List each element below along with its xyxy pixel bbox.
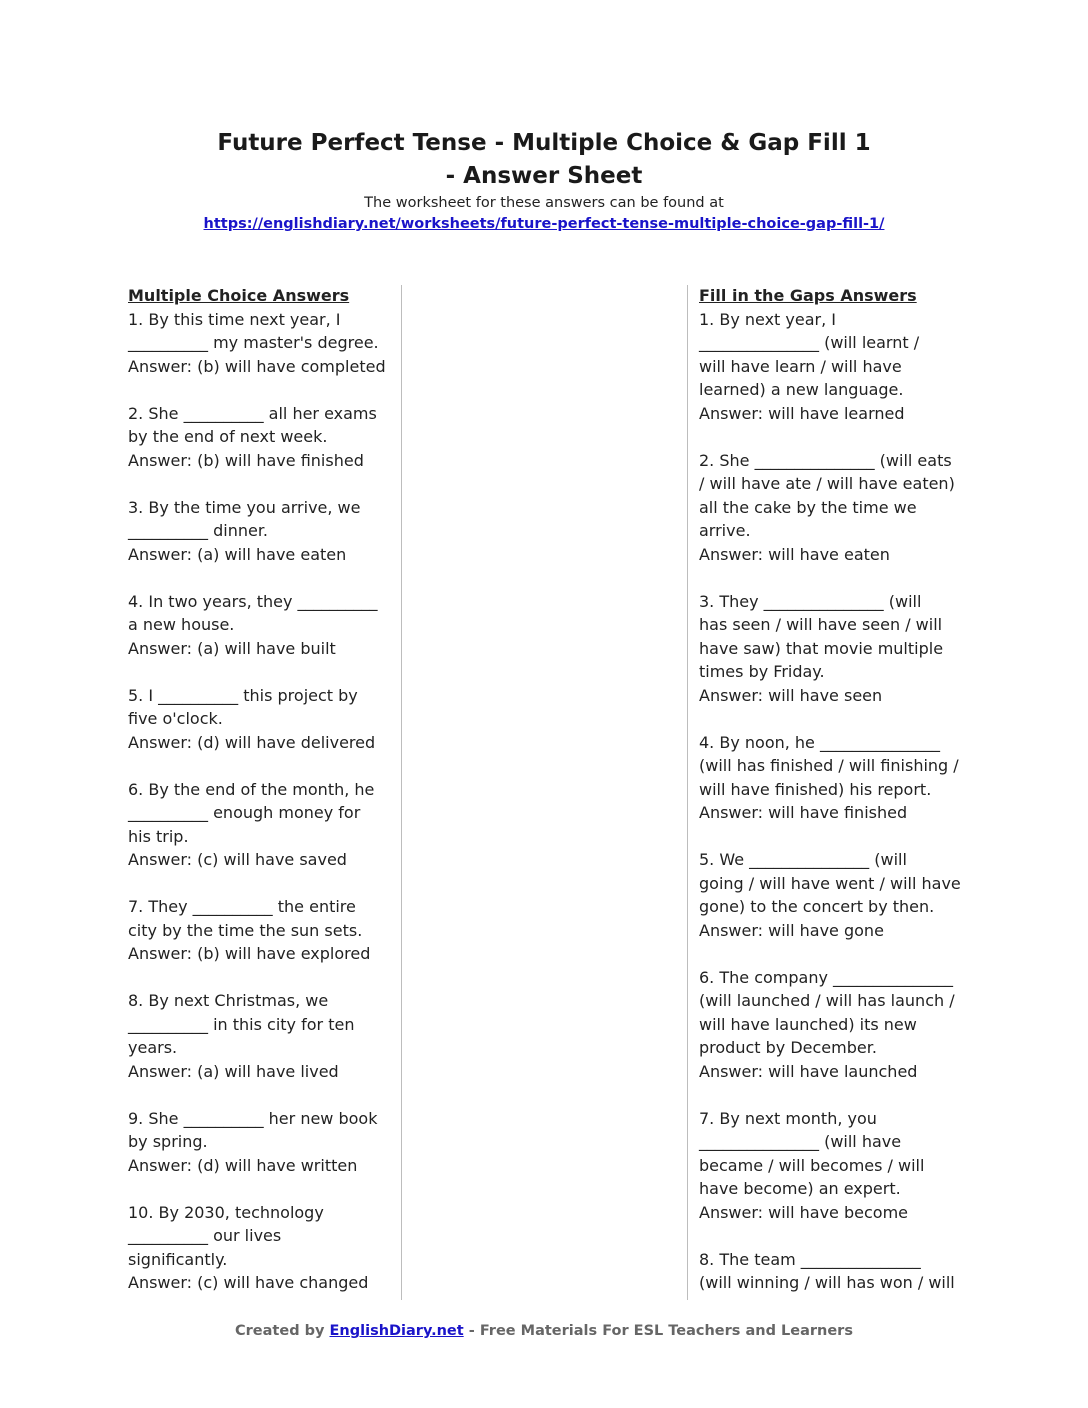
answer-line: 3. They _______________ (will <box>699 591 922 611</box>
footer-suffix: - Free Materials For ESL Teachers and Learners <box>468 1323 853 1339</box>
answer-line: _______________ (will have <box>699 1132 902 1151</box>
answer-line: learned) a new language. <box>699 380 904 399</box>
footer <box>0 1321 1088 1341</box>
page-title-line2: - Answer Sheet <box>445 163 643 189</box>
answer-line: 8. The team _______________ <box>699 1249 921 1269</box>
answer-line: Answer: (d) will have written <box>128 1155 358 1175</box>
answer-line: Answer: (a) will have eaten <box>128 544 347 564</box>
answer-line: (will winning / will has won / will <box>699 1273 955 1292</box>
answer-line: Answer: will have gone <box>699 920 884 940</box>
answer-line: Answer: will have launched <box>699 1061 918 1081</box>
answer-item <box>699 590 967 708</box>
answer-line: five o'clock. <box>128 709 223 728</box>
answer-line: 9. She __________ her new book <box>128 1108 378 1128</box>
answer-line: 8. By next Christmas, we <box>128 991 329 1010</box>
answer-item <box>699 1248 967 1295</box>
answer-line: product by December. <box>699 1038 877 1057</box>
answer-line: a new house. <box>128 615 235 634</box>
answer-line: Answer: (c) will have saved <box>128 850 347 869</box>
answer-line: __________ in this city for ten <box>128 1014 355 1034</box>
answer-line: 2. She _______________ (will eats <box>699 450 952 470</box>
answer-line: Answer: will have become <box>699 1202 908 1222</box>
answer-line: _______________ (will learnt / <box>699 333 920 352</box>
answer-line: by the end of next week. <box>128 427 328 446</box>
answer-line: __________ our lives <box>128 1226 282 1245</box>
answer-item <box>128 684 390 755</box>
answer-line: gone) to the concert by then. <box>699 897 935 916</box>
answer-item <box>699 1107 967 1225</box>
answer-line: Answer: (d) will have delivered <box>128 732 376 752</box>
answer-line: all the cake by the time we <box>699 497 917 517</box>
answer-item <box>128 496 390 567</box>
gap-fill-list <box>699 308 967 1295</box>
answer-item <box>128 308 390 379</box>
multiple-choice-heading: Multiple Choice Answers <box>128 286 350 305</box>
answer-line: 5. We _______________ (will <box>699 850 907 869</box>
answer-line: have become) an expert. <box>699 1179 901 1198</box>
answer-line: going / will have went / will have <box>699 873 961 893</box>
answer-line: 6. By the end of the month, he <box>128 779 375 799</box>
answer-line: arrive. <box>699 521 751 540</box>
answer-line: __________ my master's degree. <box>128 333 379 352</box>
footer-prefix: Created by <box>235 1323 325 1339</box>
answer-line: 3. By the time you arrive, we <box>128 497 361 517</box>
answer-item <box>699 966 967 1084</box>
multiple-choice-list <box>128 308 390 1295</box>
answer-line: years. <box>128 1038 178 1057</box>
answer-line: (will launched / will has launch / <box>699 991 955 1010</box>
subtitle: The worksheet for these answers can be found at <box>364 195 724 211</box>
answer-line: __________ dinner. <box>128 521 269 540</box>
answer-line: Answer: will have learned <box>699 403 905 423</box>
answer-line: significantly. <box>128 1249 228 1269</box>
answer-line: Answer: (a) will have built <box>128 638 336 658</box>
answer-line: Answer: (a) will have lived <box>128 1061 339 1081</box>
answer-item <box>128 402 390 473</box>
answer-line: 7. They __________ the entire <box>128 897 356 916</box>
answer-line: times by Friday. <box>699 662 825 681</box>
answer-line: Answer: will have eaten <box>699 544 890 564</box>
answer-line: became / will becomes / will <box>699 1155 925 1175</box>
answer-line: has seen / will have seen / will <box>699 615 943 634</box>
answer-line: 5. I __________ this project by <box>128 685 358 705</box>
answer-line: Answer: will have seen <box>699 685 883 705</box>
answer-line: / will have ate / will have eaten) <box>699 474 955 493</box>
answer-item <box>699 731 967 825</box>
answer-line: 1. By next year, I <box>699 309 836 329</box>
answer-line: 10. By 2030, technology <box>128 1202 324 1222</box>
answer-item <box>128 1201 390 1295</box>
answer-line: Answer: (b) will have finished <box>128 450 364 470</box>
answer-item <box>128 778 390 872</box>
worksheet-link[interactable]: https://englishdiary.net/worksheets/future-perfect-tense-multiple-choice-gap-fill-1/ <box>203 216 885 232</box>
answer-line: will have learn / will have <box>699 356 902 376</box>
answer-line: by spring. <box>128 1132 208 1151</box>
answer-line: 4. By noon, he _______________ <box>699 732 940 752</box>
answer-item <box>699 308 967 426</box>
gap-fill-column <box>699 284 967 1295</box>
answer-line: Answer: (b) will have completed <box>128 356 386 376</box>
answer-line: Answer: will have finished <box>699 803 908 822</box>
answer-line: have saw) that movie multiple <box>699 638 944 658</box>
answer-line: 2. She __________ all her exams <box>128 403 377 423</box>
answer-item <box>699 848 967 942</box>
answer-line: his trip. <box>128 826 189 846</box>
answer-line: Answer: (b) will have explored <box>128 944 371 963</box>
answer-item <box>128 989 390 1083</box>
answer-line: 4. In two years, they __________ <box>128 591 378 611</box>
answer-line: (will has finished / will finishing / <box>699 756 959 775</box>
answer-item <box>699 449 967 567</box>
column-divider <box>687 285 688 1300</box>
answer-line: 7. By next month, you <box>699 1108 877 1128</box>
answer-line: 6. The company _______________ <box>699 967 954 987</box>
page-title: Future Perfect Tense - Multiple Choice & Gap Fill 1 <box>217 130 871 156</box>
column-divider <box>401 285 402 1300</box>
answer-line: __________ enough money for <box>128 803 361 822</box>
answer-line: city by the time the sun sets. <box>128 920 363 940</box>
footer-link[interactable]: EnglishDiary.net <box>329 1323 464 1339</box>
answer-line: Answer: (c) will have changed <box>128 1273 369 1292</box>
multiple-choice-column <box>128 284 390 1295</box>
answer-item <box>128 1107 390 1178</box>
answer-line: will have finished) his report. <box>699 779 932 799</box>
answer-item <box>128 590 390 661</box>
gap-fill-heading: Fill in the Gaps Answers <box>699 286 917 305</box>
answer-line: 1. By this time next year, I <box>128 309 341 329</box>
answer-item <box>128 895 390 966</box>
answer-line: will have launched) its new <box>699 1014 917 1034</box>
